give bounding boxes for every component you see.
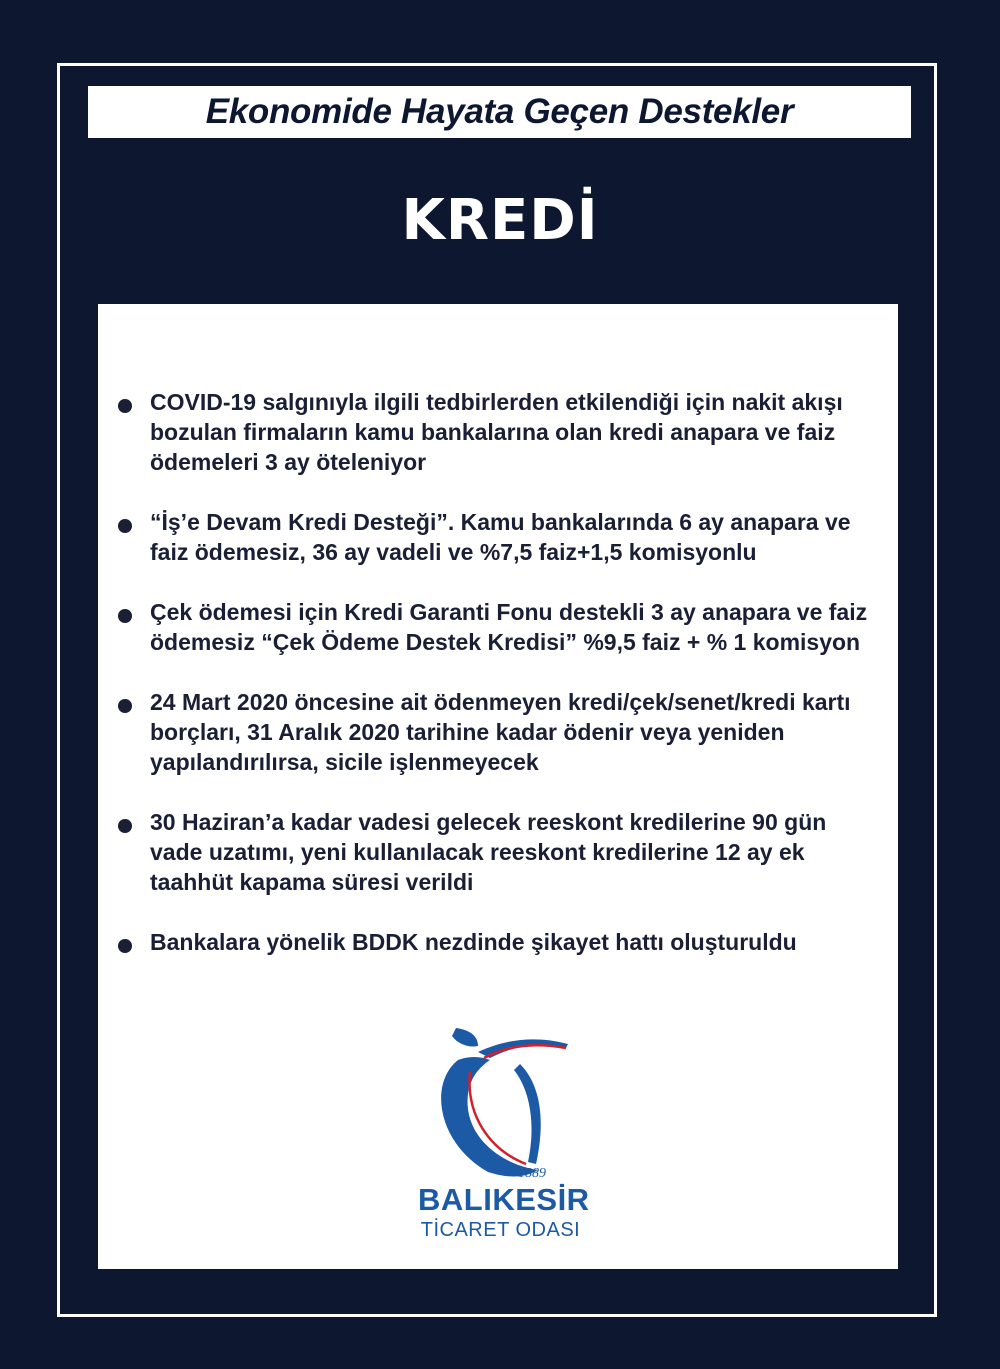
logo-year: 1889 (518, 1166, 546, 1181)
bullet-item (98, 507, 898, 567)
logo-emblem-icon (418, 1024, 588, 1184)
content-panel (98, 304, 898, 1269)
banner-text: Ekonomide Hayata Geçen Destekler (205, 92, 794, 131)
bullet-text: Bankalara yönelik BDDK nezdinde şikayet hattı oluşturuldu (150, 929, 797, 955)
page-title: KREDİ (401, 188, 599, 253)
bullet-item (98, 927, 898, 957)
bullet-text: 24 Mart 2020 öncesine ait ödenmeyen kredi/çek/senet/kredi kartı borçları, 31 Aralık 2020 tarihine kadar ödenir veya yeniden yapılandırılırsa, sicile işlenmeyecek (150, 689, 851, 775)
bullet-item (98, 597, 898, 657)
bullet-item (98, 687, 898, 777)
logo-name: BALIKESİR (418, 1182, 590, 1217)
bullet-dot-icon (118, 399, 132, 413)
chamber-logo (418, 1024, 588, 1239)
bullet-text: Çek ödemesi için Kredi Garanti Fonu destekli 3 ay anapara ve faiz ödemesiz “Çek Ödeme Destek Kredisi” %9,5 faiz + % 1 komisyon (150, 599, 868, 655)
bullet-text: 30 Haziran’a kadar vadesi gelecek reeskont kredilerine 90 gün vade uzatımı, yeni kullanılacak reeskont kredilerine 12 ay ek taahhüt kapama süresi verildi (150, 809, 827, 895)
bullet-text: COVID-19 salgınıyla ilgili tedbirlerden etkilendiği için nakit akışı bozulan firmaların kamu bankalarına olan kredi anapara ve faiz ödemeleri 3 ay öteleniyor (150, 389, 843, 475)
bullet-item (98, 807, 898, 897)
bullet-dot-icon (118, 609, 132, 623)
bullet-text: “İş’e Devam Kredi Desteği”. Kamu bankalarında 6 ay anapara ve faiz ödemesiz, 36 ay vadeli ve %7,5 faiz+1,5 komisyonlu (150, 509, 851, 565)
bullet-item (98, 387, 898, 477)
logo-subtitle: TİCARET ODASI (420, 1219, 581, 1241)
bullet-dot-icon (118, 519, 132, 533)
bullet-list (98, 387, 898, 987)
bullet-dot-icon (118, 819, 132, 833)
bullet-dot-icon (118, 939, 132, 953)
bullet-dot-icon (118, 699, 132, 713)
header-banner (88, 86, 911, 138)
